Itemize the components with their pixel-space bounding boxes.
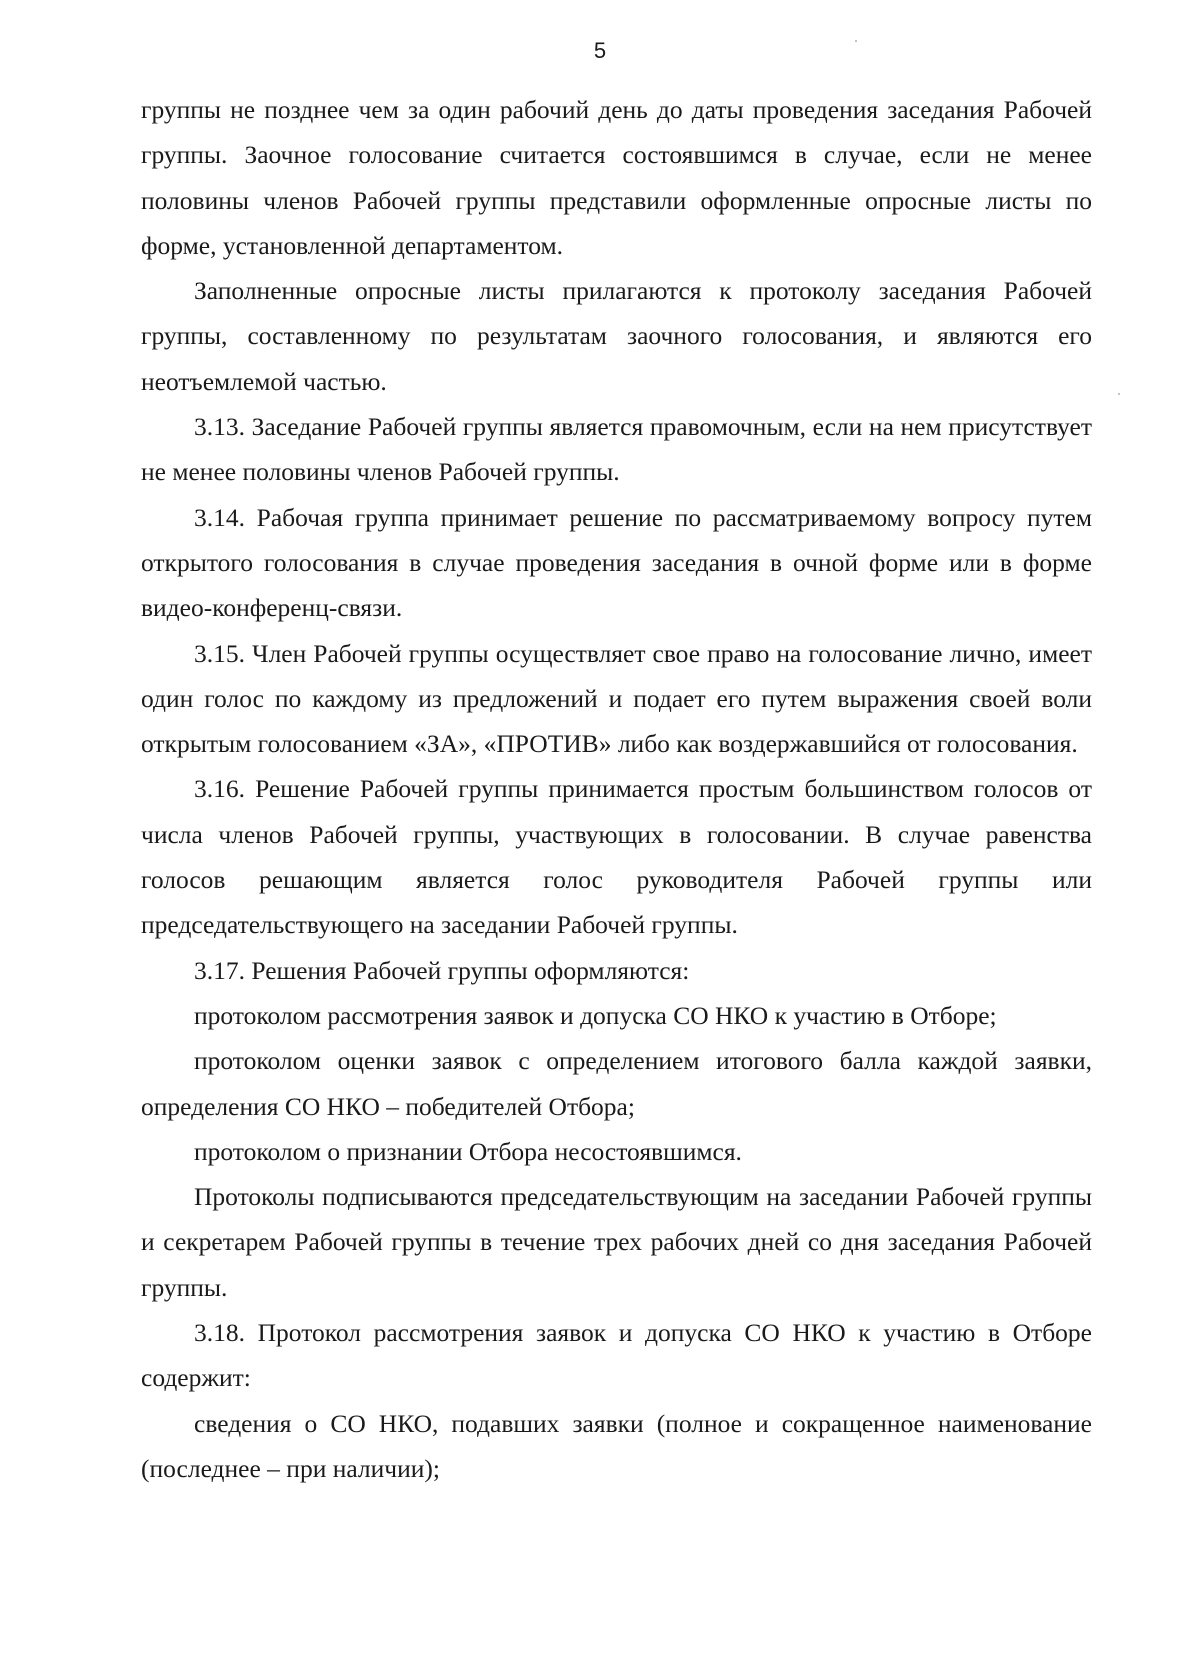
scan-speck <box>855 40 857 42</box>
document-body <box>141 87 1092 1491</box>
page-number: 5 <box>593 38 607 63</box>
paragraph-questionnaires: Заполненные опросные листы прилагаются к протоколу заседания Рабочей группы, составленному по результатам заочного голосования, и являются его неотъемлемой частью. <box>141 276 1092 396</box>
paragraph-3-18-item-a: сведения о СО НКО, подавших заявки (полное и сокращенное наименование (последнее – при наличии); <box>141 1408 1092 1483</box>
paragraph-3-17-item-c: протоколом о признании Отбора несостоявшимся. <box>194 1136 742 1166</box>
paragraph-3-16: 3.16. Решение Рабочей группы принимается простым большинством голосов от числа членов Рабочей группы, участвующих в голосовании. В случае равенства голосов решающим является голос руководителя Рабочей группы или председательствующего на заседании Рабочей группы. <box>141 774 1092 940</box>
paragraph-3-17-item-b: протоколом оценки заявок с определением итогового балла каждой заявки, определения СО НКО – победителей Отбора; <box>141 1046 1092 1121</box>
paragraph-3-15: 3.15. Член Рабочей группы осуществляет свое право на голосование лично, имеет один голос по каждому из предложений и подает его путем выражения своей воли открытым голосованием «ЗА», «ПРОТИВ» либо как воздержавшийся от голосования. <box>141 638 1092 759</box>
paragraph-3-18: 3.18. Протокол рассмотрения заявок и допуска СО НКО к участию в Отборе содержит: <box>141 1318 1092 1393</box>
paragraph-3-13: 3.13. Заседание Рабочей группы является правомочным, если на нем присутствует не менее половины членов Рабочей группы. <box>141 412 1092 487</box>
paragraph-3-17-item-a: протоколом рассмотрения заявок и допуска СО НКО к участию в Отборе; <box>194 1000 997 1030</box>
paragraph-continuation: группы не позднее чем за один рабочий день до даты проведения заседания Рабочей группы. Заочное голосование считается состоявшимся в случае, если не менее половины членов Рабочей группы представили оформленные опросные листы по форме, установленной департаментом. <box>141 95 1092 260</box>
scan-speck <box>1118 393 1120 395</box>
paragraph-protocols-signed: Протоколы подписываются председательствующим на заседании Рабочей группы и секретарем Рабочей группы в течение трех рабочих дней со дня заседания Рабочей группы. <box>141 1182 1092 1302</box>
paragraph-3-14: 3.14. Рабочая группа принимает решение по рассматриваемому вопросу путем открытого голосования в случае проведения заседания в очной форме или в форме видео-конференц-связи. <box>141 502 1092 623</box>
paragraph-3-17: 3.17. Решения Рабочей группы оформляются: <box>194 955 690 985</box>
